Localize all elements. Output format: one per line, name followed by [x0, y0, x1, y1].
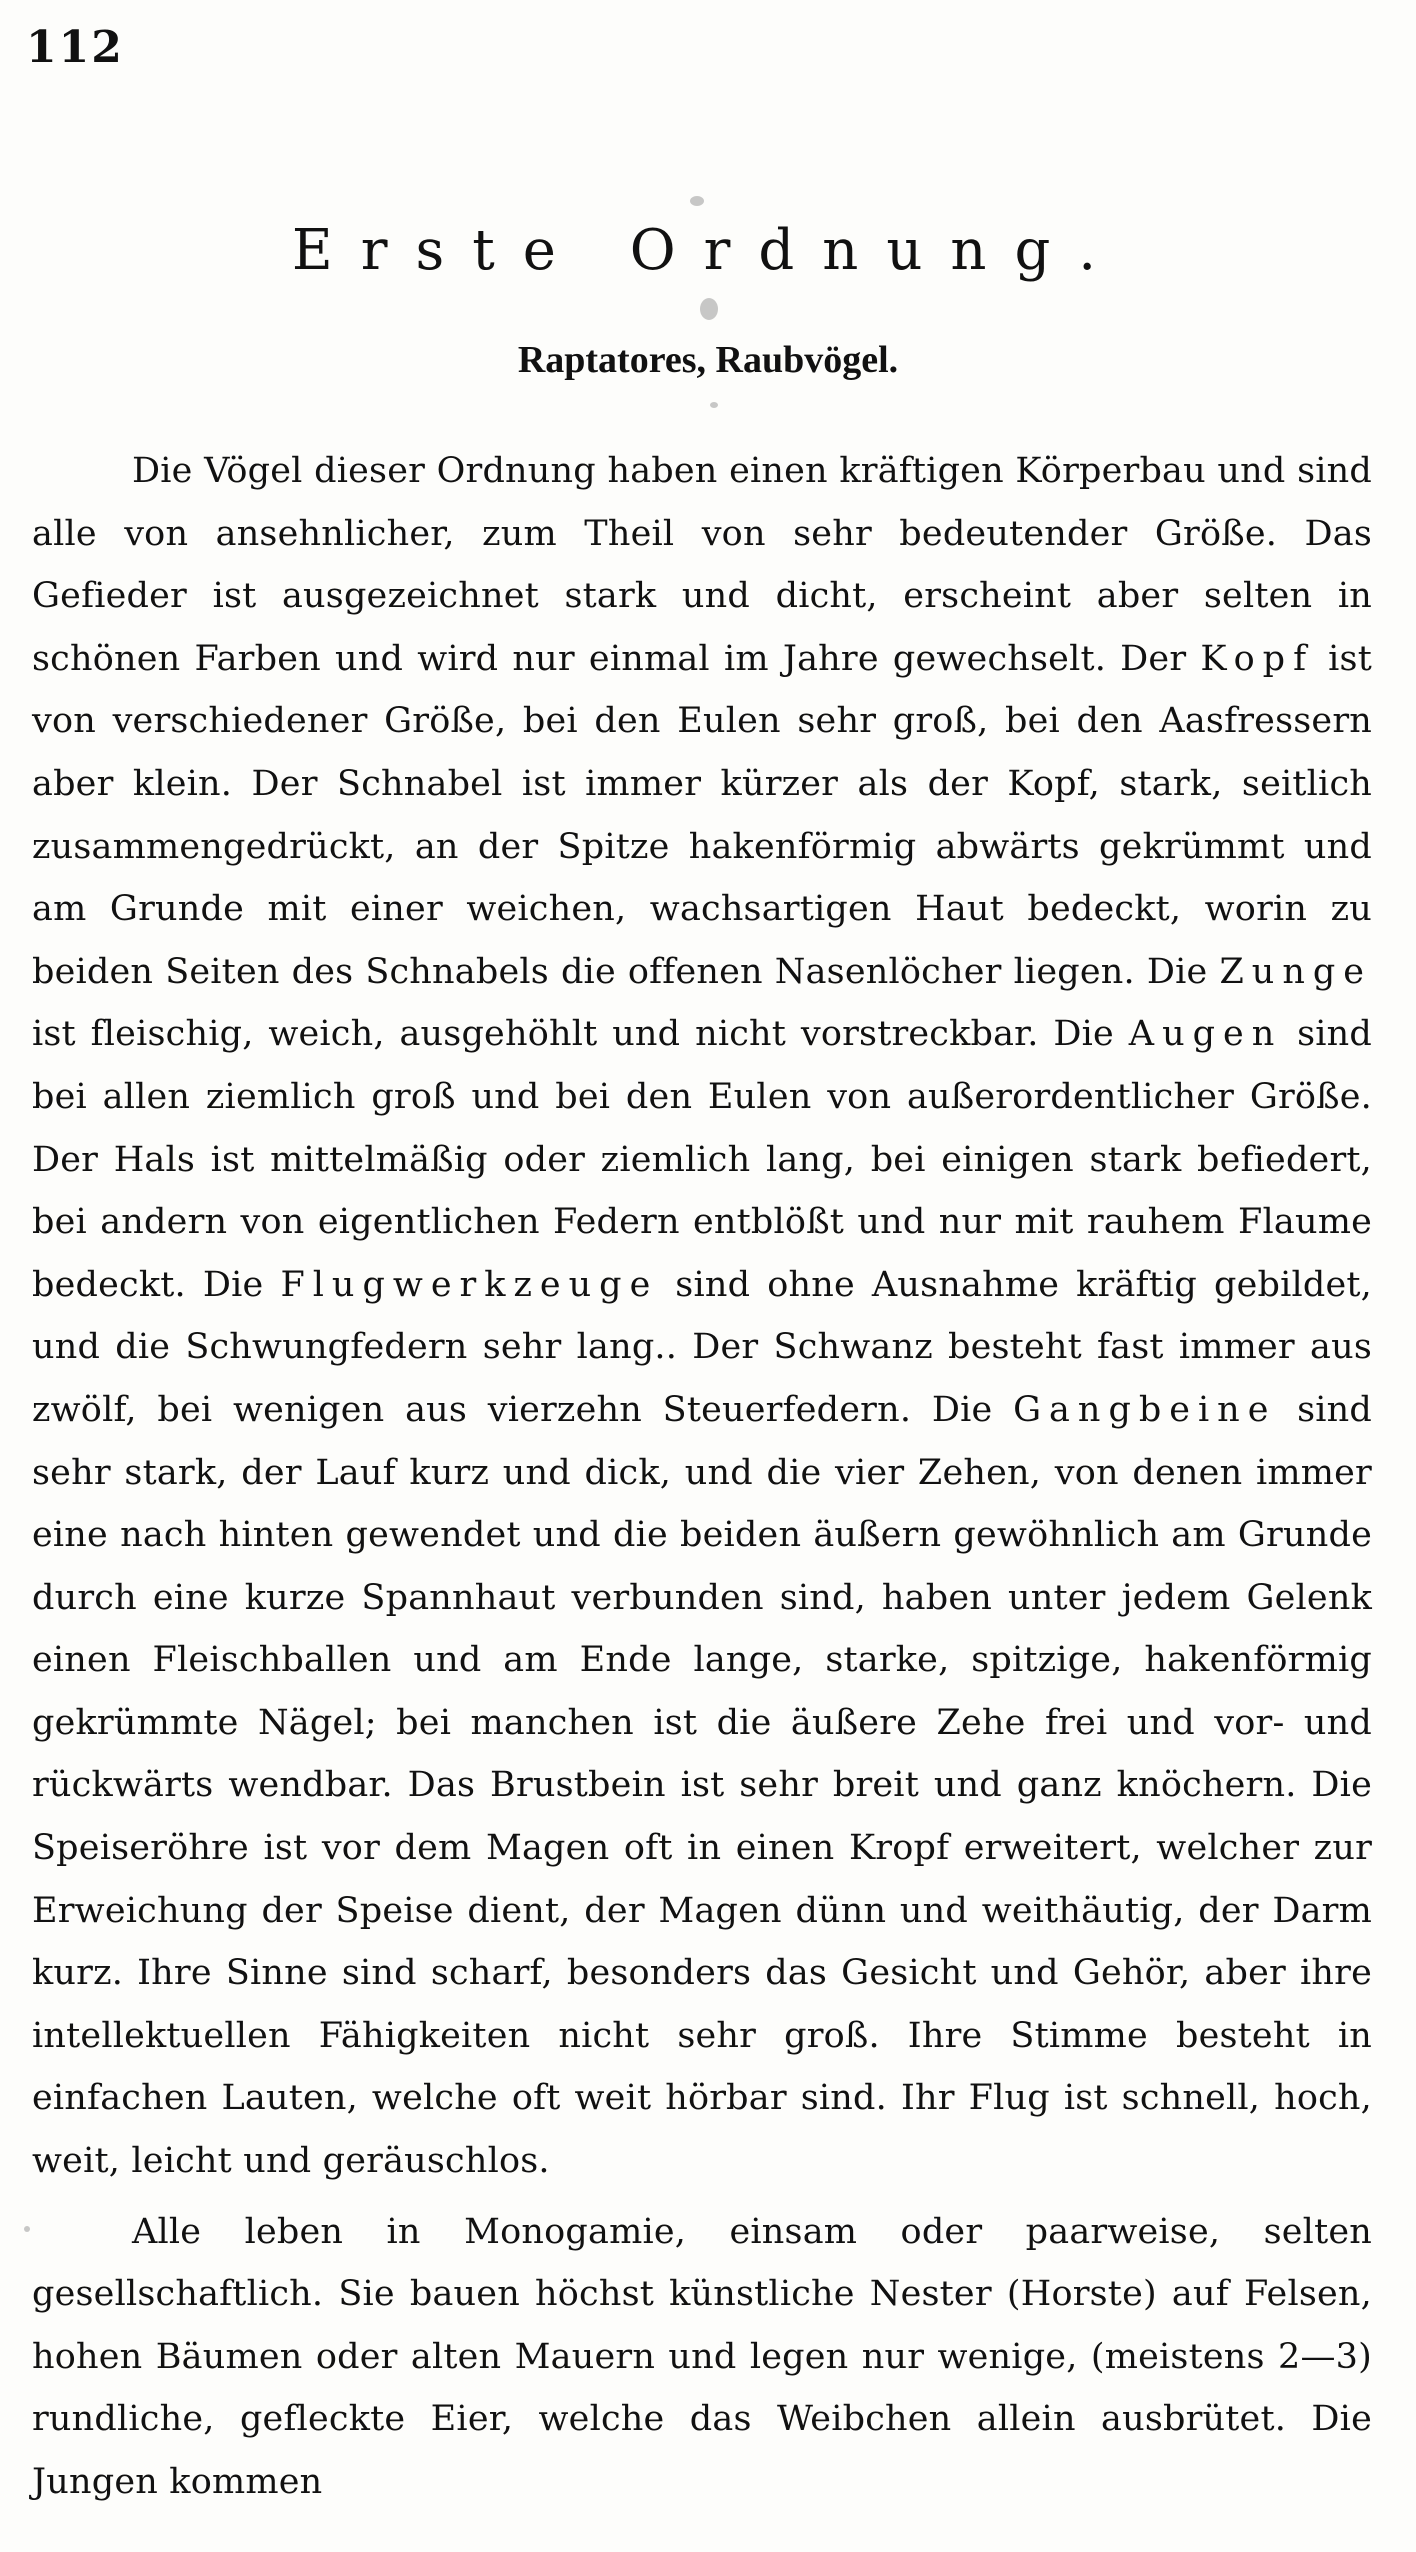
- print-speck: [710, 402, 718, 408]
- paragraph: [32, 2201, 1372, 2514]
- print-speck: [24, 2226, 30, 2232]
- body-text: [32, 440, 1372, 2514]
- text-segment: Alle leben in Monogamie, einsam oder paarweise, selten gesellschaftlich. Sie bauen höchst künstliche Nester (Horste) auf Felsen, hohen Bäumen oder alten Mauern und legen nur wenige, (meistens 2—3) rundliche, gefleckte Eier, welche das Weibchen allein ausbrütet. Die Jungen kommen: [32, 2211, 1372, 2502]
- page-number: 112: [26, 22, 124, 73]
- spaced-term: Flugwerkzeuge: [280, 1264, 659, 1305]
- text-segment: ist von verschiedener Größe, bei den Eulen sehr groß, bei den Aasfressern aber klein. Der Schnabel ist immer kürzer als der Kopf, stark, seitlich zusammengedrückt, an der Spitze hakenförmig abwärts gekrümmt und am Grunde mit einer weichen, wachsartigen Haut bedeckt, worin zu beiden Seiten des Schnabels die offenen Nasenlöcher liegen. Die: [32, 638, 1372, 992]
- order-title: Erste Ordnung.: [291, 218, 1125, 283]
- spaced-term: Kopf: [1200, 638, 1315, 679]
- print-speck: [690, 196, 704, 206]
- spaced-term: Zunge: [1219, 951, 1372, 992]
- text-segment: ist fleischig, weich, ausgehöhlt und nicht vorstreckbar. Die: [32, 1014, 1129, 1055]
- text-segment: sind bei allen ziemlich groß und bei den Eulen von außerordentlicher Größe. Der Hals ist mittelmäßig oder ziemlich lang, bei einigen stark befiedert, bei andern von eigentlichen Federn entblößt und nur mit rauhem Flaume bedeckt. Die: [32, 1014, 1372, 1305]
- print-speck: [700, 298, 718, 320]
- text-segment: Die Vögel dieser Ordnung haben einen kräftigen Körperbau und sind alle von ansehnlicher, zum Theil von sehr bedeutender Größe. Das Gefieder ist ausgezeichnet stark und dicht, erscheint aber selten in schönen Farben und wird nur einmal im Jahre gewechselt. Der: [32, 451, 1372, 679]
- text-segment: sind ohne Ausnahme kräftig gebildet, und die Schwungfedern sehr lang.. Der Schwanz besteht fast immer aus zwölf, bei wenigen aus vierzehn Steuerfedern. Die: [32, 1264, 1372, 1430]
- spaced-term: Augen: [1128, 1014, 1283, 1055]
- paragraph: [32, 440, 1372, 2193]
- section-subtitle: Raptatores, Raubvögel.: [517, 339, 899, 381]
- spaced-term: Gangbeine: [1013, 1389, 1277, 1430]
- text-segment: sind sehr stark, der Lauf kurz und dick, und die vier Zehen, von denen immer eine nach hinten gewendet und die beiden äußern gewöhnlich am Grunde durch eine kurze Spannhaut verbunden sind, haben unter jedem Gelenk einen Fleischballen und am Ende lange, starke, spitzige, hakenförmig gekrümmte Nägel; bei manchen ist die äußere Zehe frei und vor- und rückwärts wendbar. Das Brustbein ist sehr breit und ganz knöchern. Die Speiseröhre ist vor dem Magen oft in einen Kropf erweitert, welcher zur Erweichung der Speise dient, der Magen dünn und weithäutig, der Darm kurz. Ihre Sinne sind scharf, besonders das Gesicht und Gehör, aber ihre intellektuellen Fähigkeiten nicht sehr groß. Ihre Stimme besteht in einfachen Lauten, welche oft weit hörbar sind. Ihr Flug ist schnell, hoch, weit, leicht und geräuschlos.: [32, 1389, 1372, 2182]
